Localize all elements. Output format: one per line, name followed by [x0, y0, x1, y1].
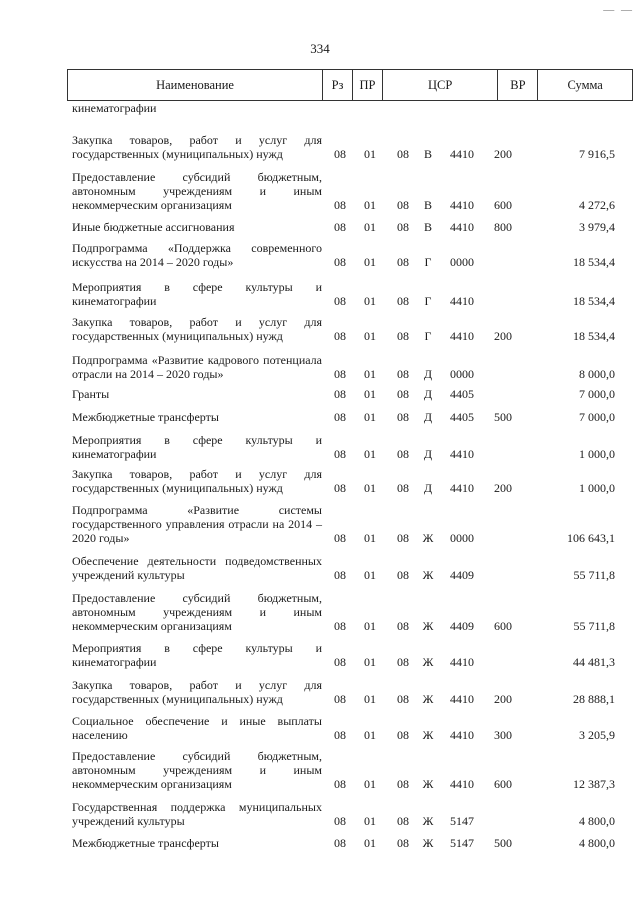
- cell-sum: 55 711,8: [573, 568, 615, 582]
- cell-rz: 08: [334, 294, 346, 308]
- row-name: Подпрограмма «Развитие системы государственного управления отрасли на 2014 – 2020 годы»: [72, 503, 322, 545]
- cell-sum: 12 387,3: [573, 777, 615, 791]
- row-name: Мероприятия в сфере культуры и кинематографии: [72, 641, 322, 669]
- cell-pr: 01: [364, 367, 376, 381]
- cell-c2: В: [423, 198, 432, 212]
- cell-c3: 4410: [450, 728, 474, 742]
- cell-c1: 08: [397, 147, 409, 161]
- row-name: Подпрограмма «Поддержка современного искусства на 2014 – 2020 годы»: [72, 241, 322, 269]
- corner-mark: — —: [603, 4, 634, 16]
- cell-rz: 08: [334, 619, 346, 633]
- cell-c2: Ж: [422, 814, 434, 828]
- cell-sum: 8 000,0: [579, 367, 615, 381]
- cell-c3: 4410: [450, 692, 474, 706]
- cell-pr: 01: [364, 410, 376, 424]
- cell-pr: 01: [364, 387, 376, 401]
- cell-c1: 08: [397, 329, 409, 343]
- cell-rz: 08: [334, 814, 346, 828]
- cell-c1: 08: [397, 777, 409, 791]
- cell-c2: Ж: [422, 655, 434, 669]
- cell-sum: 106 643,1: [567, 531, 615, 545]
- cell-c1: 08: [397, 836, 409, 850]
- cell-vr: 300: [494, 728, 512, 742]
- cell-c3: 4410: [450, 777, 474, 791]
- page-number: 334: [310, 41, 330, 56]
- cell-c1: 08: [397, 410, 409, 424]
- cell-c3: 0000: [450, 255, 474, 269]
- header-name: Наименование: [68, 70, 323, 100]
- cell-c2: Д: [423, 387, 433, 401]
- cell-c3: 4410: [450, 220, 474, 234]
- header-vr: ВР: [498, 70, 538, 100]
- row-name: Обеспечение деятельности подведомственных учреждений культуры: [72, 554, 322, 582]
- cell-sum: 18 534,4: [573, 294, 615, 308]
- cell-rz: 08: [334, 692, 346, 706]
- cell-c2: Г: [424, 329, 432, 343]
- cell-rz: 08: [334, 255, 346, 269]
- cell-vr: 200: [494, 147, 512, 161]
- cell-c3: 5147: [450, 814, 474, 828]
- cell-c1: 08: [397, 198, 409, 212]
- cell-rz: 08: [334, 655, 346, 669]
- cell-vr: 500: [494, 410, 512, 424]
- cell-rz: 08: [334, 447, 346, 461]
- cell-c2: Ж: [422, 619, 434, 633]
- cell-vr: 600: [494, 198, 512, 212]
- header-pr: ПР: [353, 70, 383, 100]
- row-name: Мероприятия в сфере культуры и кинематографии: [72, 280, 322, 308]
- cell-c2: Д: [423, 410, 433, 424]
- row-name: Закупка товаров, работ и услуг для государственных (муниципальных) нужд: [72, 467, 322, 495]
- cell-sum: 18 534,4: [573, 255, 615, 269]
- cell-vr: 500: [494, 836, 512, 850]
- cell-c1: 08: [397, 814, 409, 828]
- cell-c3: 4405: [450, 410, 474, 424]
- row-name: Закупка товаров, работ и услуг для государственных (муниципальных) нужд: [72, 315, 322, 343]
- cell-pr: 01: [364, 655, 376, 669]
- cell-c2: Ж: [422, 568, 434, 582]
- cell-c3: 4410: [450, 198, 474, 212]
- cell-rz: 08: [334, 531, 346, 545]
- cell-vr: 600: [494, 619, 512, 633]
- cell-rz: 08: [334, 220, 346, 234]
- cell-c2: Ж: [422, 728, 434, 742]
- row-name: Предоставление субсидий бюджетным, автономным учреждениям и иным некоммерческим организациям: [72, 170, 322, 212]
- table-header: [67, 69, 633, 101]
- cell-pr: 01: [364, 814, 376, 828]
- cell-pr: 01: [364, 294, 376, 308]
- cell-sum: 1 000,0: [579, 447, 615, 461]
- row-name: Гранты: [72, 387, 110, 401]
- cell-c1: 08: [397, 531, 409, 545]
- cell-c1: 08: [397, 568, 409, 582]
- row-name: Иные бюджетные ассигнования: [72, 220, 235, 234]
- cell-c2: В: [423, 147, 432, 161]
- cell-rz: 08: [334, 728, 346, 742]
- header-sum: Сумма: [567, 77, 603, 92]
- cell-sum: 7 000,0: [579, 387, 615, 401]
- cell-sum: 4 800,0: [579, 836, 615, 850]
- cell-pr: 01: [364, 777, 376, 791]
- cell-c2: Г: [424, 255, 432, 269]
- cell-c2: Д: [423, 367, 433, 381]
- cell-sum: 3 205,9: [579, 728, 615, 742]
- cell-c2: Ж: [422, 836, 434, 850]
- cell-c2: Ж: [422, 531, 434, 545]
- cell-c3: 4409: [450, 619, 474, 633]
- cell-pr: 01: [364, 255, 376, 269]
- cell-c3: 4410: [450, 655, 474, 669]
- cell-vr: 200: [494, 329, 512, 343]
- cell-c3: 4410: [450, 147, 474, 161]
- cell-pr: 01: [364, 481, 376, 495]
- row-name: Подпрограмма «Развитие кадрового потенциала отрасли на 2014 – 2020 годы»: [72, 353, 322, 381]
- cell-c3: 0000: [450, 367, 474, 381]
- cell-c3: 0000: [450, 531, 474, 545]
- cell-c1: 08: [397, 655, 409, 669]
- cell-c2: В: [423, 220, 432, 234]
- cell-rz: 08: [334, 777, 346, 791]
- cell-c1: 08: [397, 692, 409, 706]
- cell-pr: 01: [364, 329, 376, 343]
- cell-pr: 01: [364, 531, 376, 545]
- cell-c1: 08: [397, 387, 409, 401]
- row-name: Межбюджетные трансферты: [72, 410, 219, 424]
- cell-c3: 4409: [450, 568, 474, 582]
- cell-vr: 200: [494, 481, 512, 495]
- cell-pr: 01: [364, 568, 376, 582]
- cell-c2: Ж: [422, 692, 434, 706]
- cell-c3: 4410: [450, 329, 474, 343]
- cell-rz: 08: [334, 329, 346, 343]
- cell-c2: Д: [423, 447, 433, 461]
- cell-c1: 08: [397, 294, 409, 308]
- header-rz: Рз: [323, 70, 353, 100]
- cell-pr: 01: [364, 220, 376, 234]
- cell-rz: 08: [334, 836, 346, 850]
- cell-c1: 08: [397, 481, 409, 495]
- cell-c1: 08: [397, 367, 409, 381]
- cell-rz: 08: [334, 367, 346, 381]
- cell-pr: 01: [364, 692, 376, 706]
- cell-rz: 08: [334, 481, 346, 495]
- cell-c2: Ж: [422, 777, 434, 791]
- row-name: Мероприятия в сфере культуры и кинематографии: [72, 433, 322, 461]
- row-name: Закупка товаров, работ и услуг для государственных (муниципальных) нужд: [72, 133, 322, 161]
- header-csr: ЦСР: [383, 70, 499, 100]
- cell-sum: 1 000,0: [579, 481, 615, 495]
- cell-sum: 4 800,0: [579, 814, 615, 828]
- cell-c3: 5147: [450, 836, 474, 850]
- cell-sum: 7 916,5: [579, 147, 615, 161]
- row-name: Социальное обеспечение и иные выплаты населению: [72, 714, 322, 742]
- cell-pr: 01: [364, 198, 376, 212]
- row-name: Закупка товаров, работ и услуг для государственных (муниципальных) нужд: [72, 678, 322, 706]
- cell-rz: 08: [334, 387, 346, 401]
- cell-c3: 4410: [450, 447, 474, 461]
- cell-vr: 600: [494, 777, 512, 791]
- cell-c1: 08: [397, 220, 409, 234]
- cell-rz: 08: [334, 568, 346, 582]
- cell-rz: 08: [334, 410, 346, 424]
- row-name: Предоставление субсидий бюджетным, автономным учреждениям и иным некоммерческим организациям: [72, 591, 322, 633]
- cell-c3: 4405: [450, 387, 474, 401]
- continued-text: кинематографии: [72, 101, 157, 115]
- row-name: Предоставление субсидий бюджетным, автономным учреждениям и иным некоммерческим организациям: [72, 749, 322, 791]
- cell-c1: 08: [397, 255, 409, 269]
- cell-pr: 01: [364, 447, 376, 461]
- cell-c1: 08: [397, 447, 409, 461]
- cell-sum: 4 272,6: [579, 198, 615, 212]
- cell-rz: 08: [334, 198, 346, 212]
- cell-pr: 01: [364, 619, 376, 633]
- cell-pr: 01: [364, 147, 376, 161]
- cell-rz: 08: [334, 147, 346, 161]
- cell-c2: Г: [424, 294, 432, 308]
- cell-sum: 44 481,3: [573, 655, 615, 669]
- cell-sum: 28 888,1: [573, 692, 615, 706]
- cell-sum: 7 000,0: [579, 410, 615, 424]
- cell-sum: 55 711,8: [573, 619, 615, 633]
- cell-c2: Д: [423, 481, 433, 495]
- cell-sum: 3 979,4: [579, 220, 615, 234]
- cell-c3: 4410: [450, 294, 474, 308]
- budget-table: [67, 69, 633, 850]
- cell-c1: 08: [397, 728, 409, 742]
- cell-pr: 01: [364, 728, 376, 742]
- row-name: Межбюджетные трансферты: [72, 836, 219, 850]
- cell-vr: 200: [494, 692, 512, 706]
- cell-c1: 08: [397, 619, 409, 633]
- cell-pr: 01: [364, 836, 376, 850]
- cell-c3: 4410: [450, 481, 474, 495]
- cell-sum: 18 534,4: [573, 329, 615, 343]
- row-name: Государственная поддержка муниципальных учреждений культуры: [72, 800, 322, 828]
- cell-vr: 800: [494, 220, 512, 234]
